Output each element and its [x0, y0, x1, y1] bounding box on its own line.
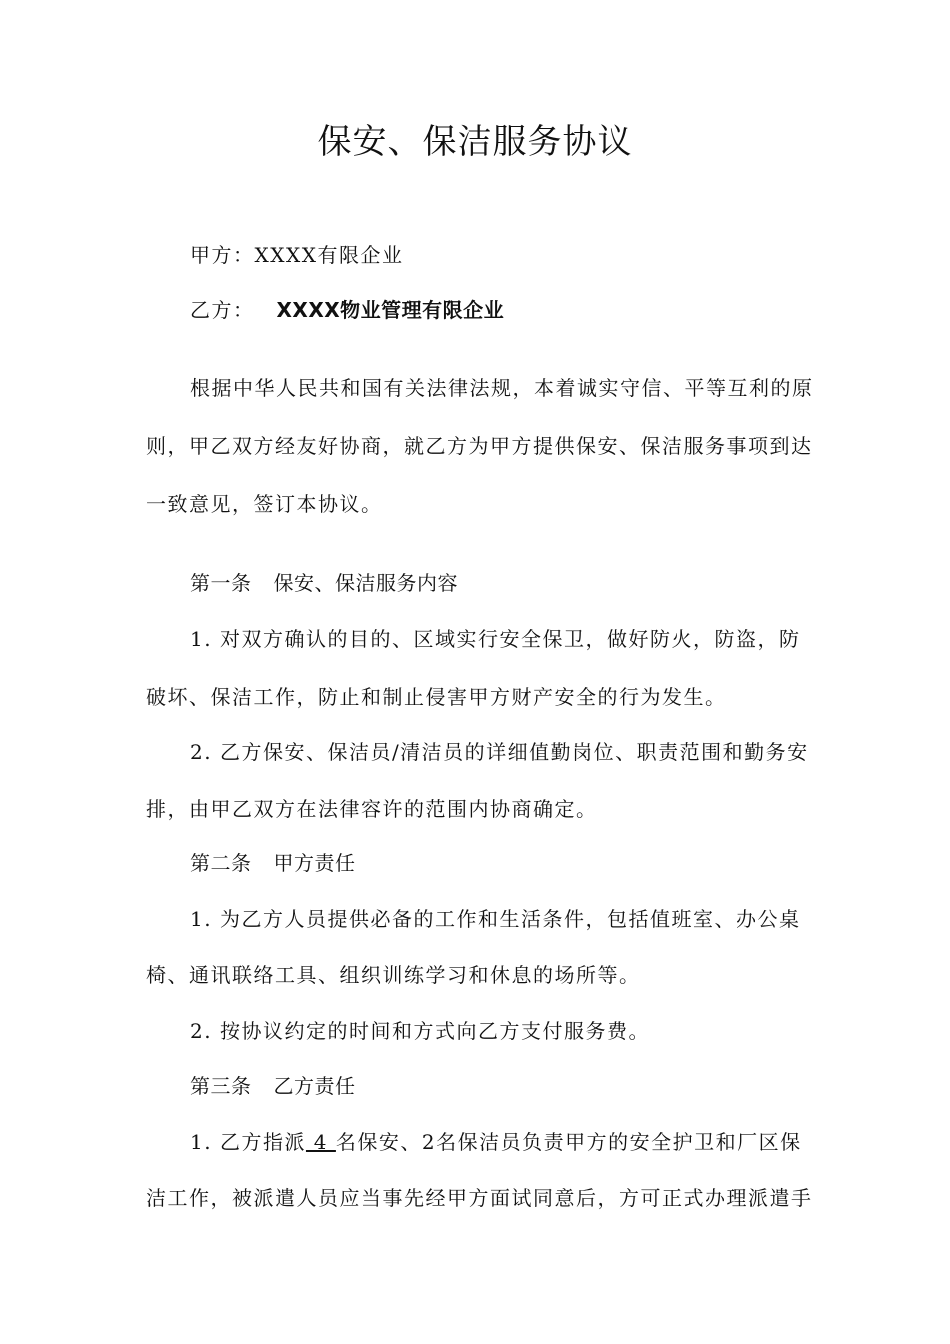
party-b-value: XXXX物业管理有限企业 [276, 298, 505, 322]
party-b-label: 乙方： [190, 298, 255, 322]
article-3-item-1-prefix: 1. 乙方指派 [190, 1130, 306, 1154]
article-3-item-1-line-2: 洁工作，被派遣人员应当事先经甲方面试同意后，方可正式办理派遣手 [146, 1186, 813, 1210]
article-2-number: 第二条 [190, 851, 252, 875]
article-1-item-2-line-2: 排，由甲乙双方在法律容许的范围内协商确定。 [146, 797, 598, 821]
article-1-item-1-line-2: 破坏、保洁工作，防止和制止侵害甲方财产安全的行为发生。 [146, 685, 727, 709]
article-3-heading [190, 1071, 890, 1101]
preamble-line-2: 则，甲乙双方经友好协商，就乙方为甲方提供保安、保洁服务事项到达 [146, 434, 813, 458]
article-2-item-1-line-2: 椅、通讯联络工具、组织训练学习和休息的场所等。 [146, 963, 641, 987]
article-2-item-1-line-1: 1. 为乙方人员提供必备的工作和生活条件，包括值班室、办公桌 [190, 907, 801, 931]
preamble-line-1: 根据中华人民共和国有关法律法规，本着诚实守信、平等互利的原 [190, 376, 814, 400]
article-1-title: 保安、保洁服务内容 [273, 571, 458, 595]
article-3-title: 乙方责任 [273, 1074, 356, 1098]
party-b [190, 295, 890, 325]
party-a-value: XXXX有限企业 [254, 243, 404, 267]
article-2-heading [190, 848, 890, 878]
article-3-number: 第三条 [190, 1074, 252, 1098]
article-3-item-1-line-1 [190, 1127, 890, 1157]
article-3-security-count: 4 [305, 1130, 336, 1154]
article-1-item-2-line-1: 2. 乙方保安、保洁员/清洁员的详细值勤岗位、职责范围和勤务安 [190, 740, 809, 764]
document-title: 保安、保洁服务协议 [317, 122, 633, 162]
article-2-item-2: 2. 按协议约定的时间和方式向乙方支付服务费。 [190, 1019, 650, 1043]
party-a-label: 甲方： [190, 243, 255, 267]
article-2-title: 甲方责任 [273, 851, 356, 875]
article-3-item-1-suffix: 名保安、2名保洁员负责甲方的安全护卫和厂区保 [335, 1130, 802, 1154]
article-1-heading [190, 568, 890, 598]
article-1-number: 第一条 [190, 571, 252, 595]
preamble-line-3: 一致意见，签订本协议。 [146, 492, 383, 516]
party-a [190, 240, 890, 270]
article-1-item-1-line-1: 1. 对双方确认的目的、区域实行安全保卫，做好防火，防盗，防 [190, 627, 801, 651]
